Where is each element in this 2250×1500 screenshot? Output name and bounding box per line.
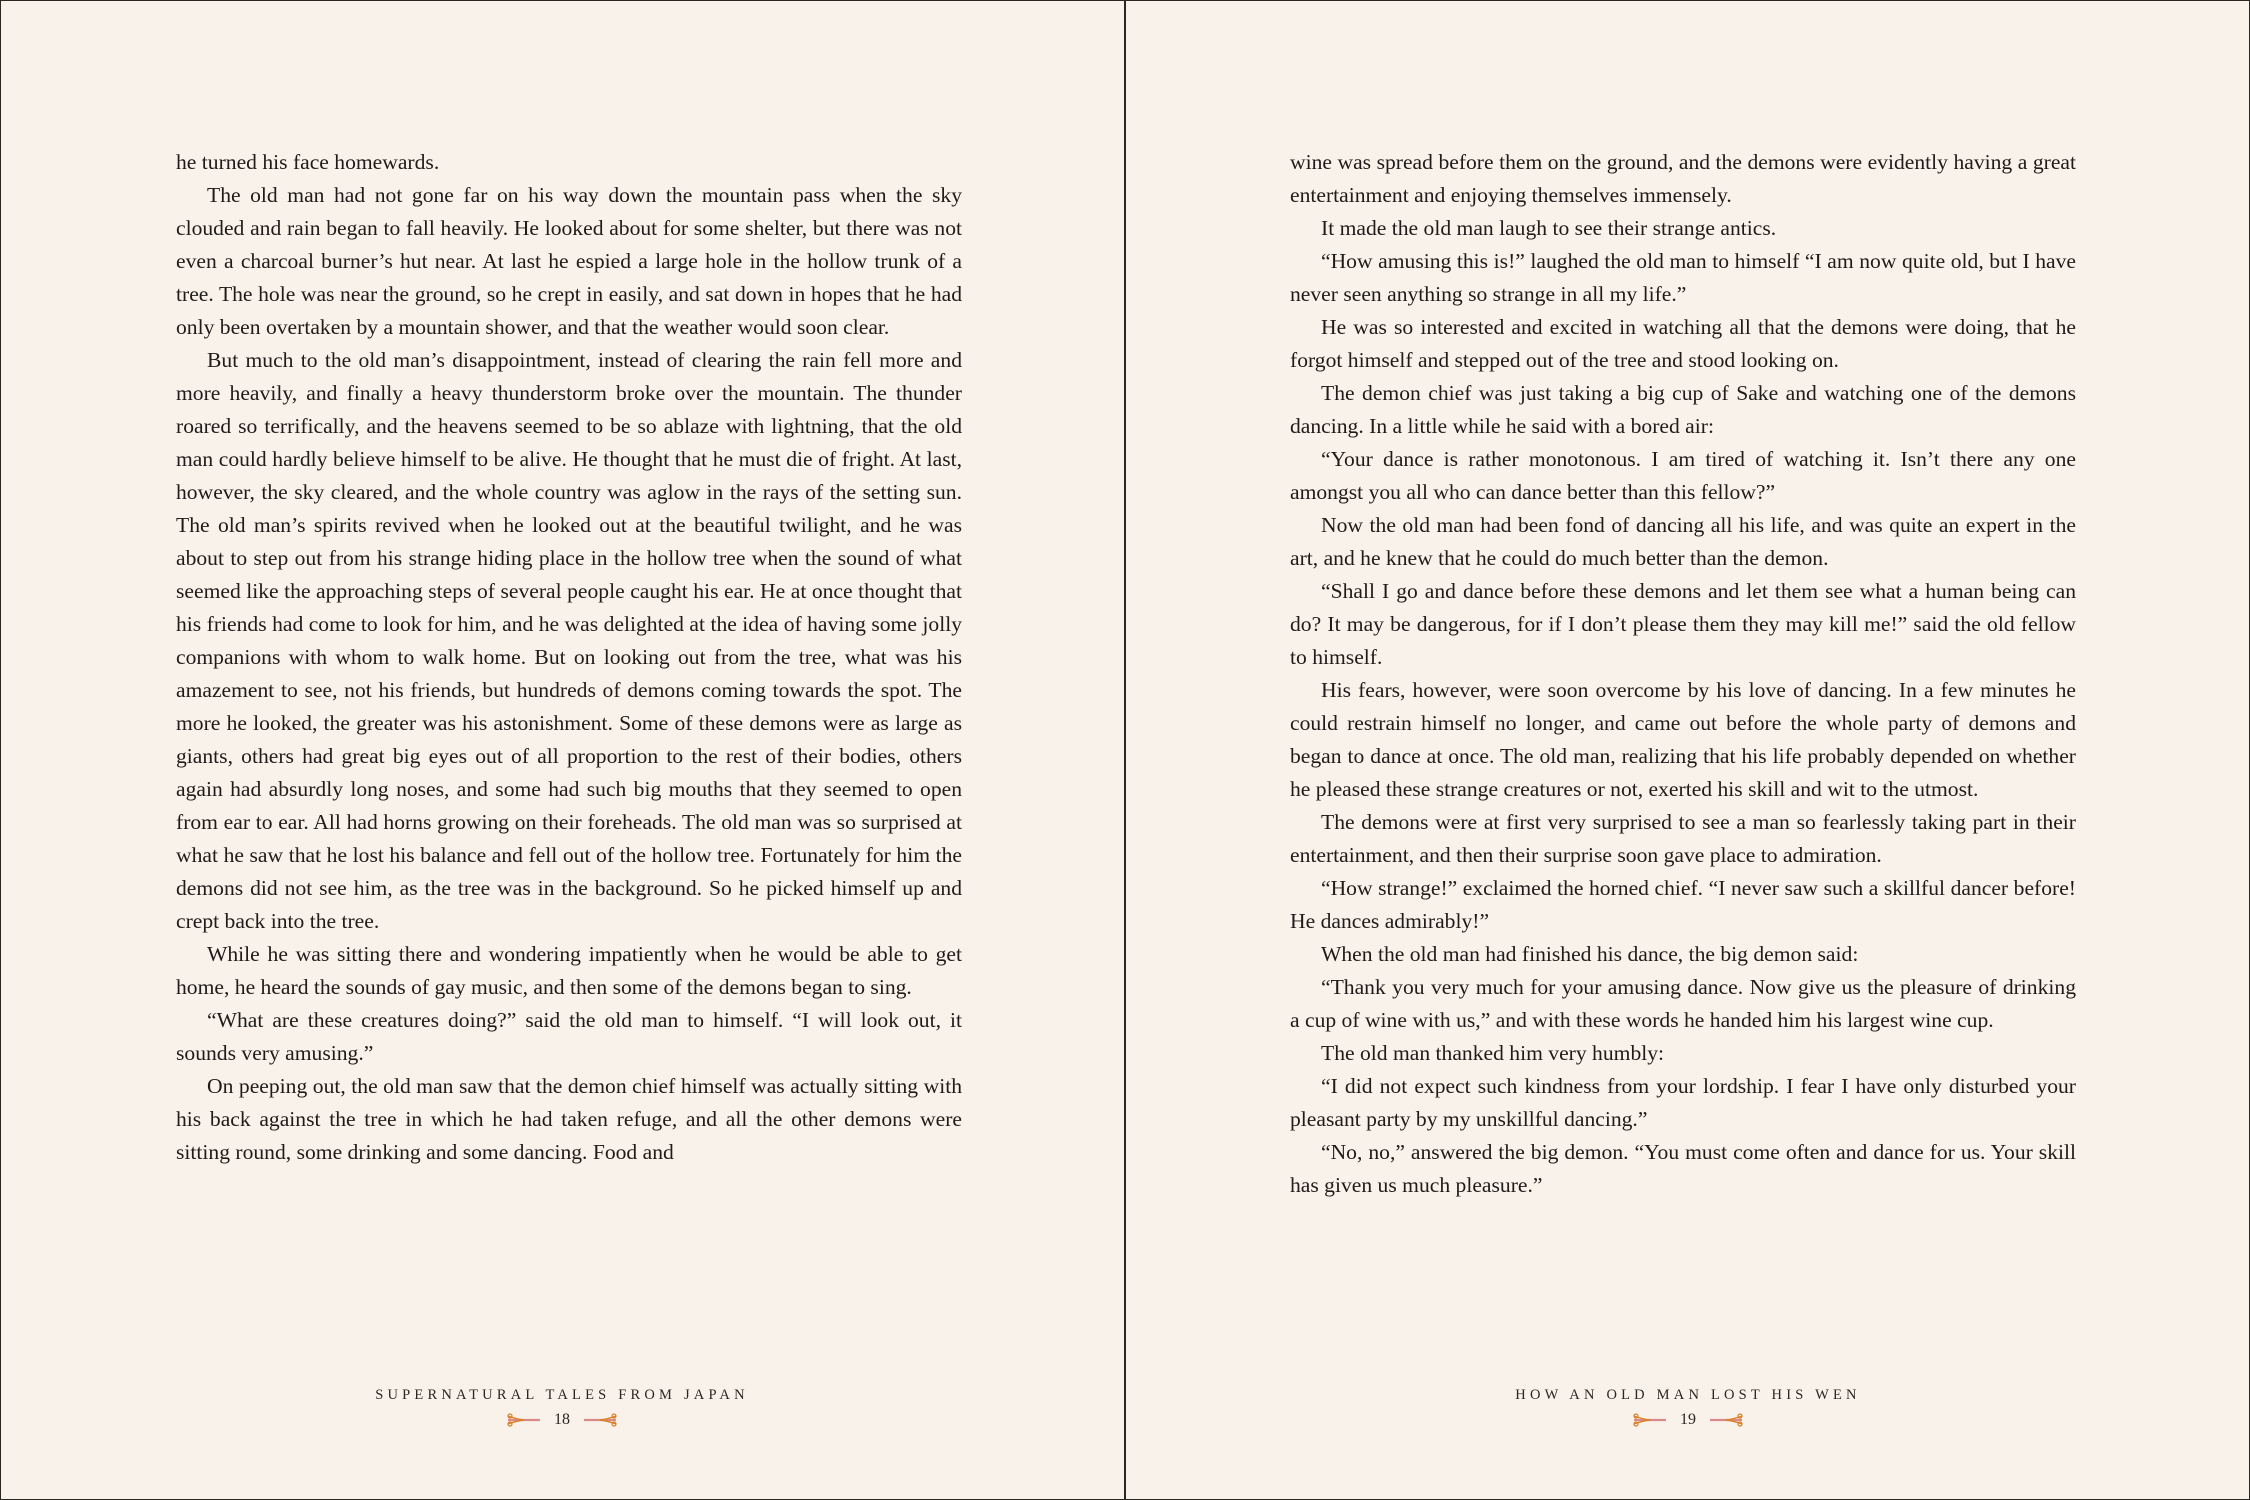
running-head: HOW AN OLD MAN LOST HIS WEN xyxy=(1515,1387,1861,1403)
paragraph: When the old man had finished his dance, the big demon said: xyxy=(1321,942,1859,966)
left-page xyxy=(0,0,1124,1500)
paragraph: His fears, however, were soon overcome by his love of dancing. In a few minutes he could restrain himself no longer, and came out before the whole party of demons and began to dance at once. The old man, realizing that his life probably depended on whether he pleased these strange creatures or not, exerted his skill and wit to the utmost. xyxy=(1290,678,2076,801)
page-number: 19 xyxy=(1680,1411,1696,1428)
paragraph: It made the old man laugh to see their strange antics. xyxy=(1321,216,1777,240)
paragraph: Now the old man had been fond of dancing all his life, and was quite an expert in the art, and he knew that he could do much better than the demon. xyxy=(1290,513,2076,570)
paragraph: The old man had not gone far on his way down the mountain pass when the sky clouded and rain began to fall heavily. He looked about for some shelter, but there was not even a charcoal burner’s hut near. At last he espied a large hole in the hollow trunk of a tree. The hole was near the ground, so he crept in easily, and sat down in hopes that he had only been overtaken by a mountain shower, and that the weather would soon clear. xyxy=(176,183,962,339)
paragraph: He was so interested and excited in watching all that the demons were doing, that he forgot himself and stepped out of the tree and stood looking on. xyxy=(1290,315,2076,372)
right-page-footer xyxy=(1126,1385,2250,1430)
scissor-ornament-icon xyxy=(1708,1413,1744,1427)
running-head: SUPERNATURAL TALES FROM JAPAN xyxy=(375,1387,749,1403)
paragraph: The demon chief was just taking a big cup of Sake and watching one of the demons dancing. In a little while he said with a bored air: xyxy=(1290,381,2076,438)
paragraph: While he was sitting there and wondering impatiently when he would be able to get home, he heard the sounds of gay music, and then some of the demons began to sing. xyxy=(176,942,962,999)
paragraph: “Thank you very much for your amusing dance. Now give us the pleasure of drinking a cup of wine with us,” and with these words he handed him his largest wine cup. xyxy=(1290,975,2076,1032)
paragraph: “How amusing this is!” laughed the old man to himself “I am now quite old, but I have never seen anything so strange in all my life.” xyxy=(1290,249,2076,306)
paragraph: “No, no,” answered the big demon. “You must come often and dance for us. Your skill has given us much pleasure.” xyxy=(1290,1140,2076,1197)
paragraph: “How strange!” exclaimed the horned chief. “I never saw such a skillful dancer before! He dances admirably!” xyxy=(1290,876,2076,933)
paragraph: But much to the old man’s disappointment, instead of clearing the rain fell more and more heavily, and finally a heavy thunderstorm broke over the mountain. The thunder roared so terrifically, and the heavens seemed to be so ablaze with lightning, that the old man could hardly believe himself to be alive. He thought that he must die of fright. At last, however, the sky cleared, and the whole country was aglow in the rays of the setting sun. The old man’s spirits revived when he looked out at the beautiful twilight, and he was about to step out from his strange hiding place in the hollow tree when the sound of what seemed like the approaching steps of several people caught his ear. He at once thought that his friends had come to look for him, and he was delighted at the idea of having some jolly companions with whom to walk home. But on looking out from the tree, what was his amazement to see, not his friends, but hundreds of demons coming towards the spot. The more he looked, the greater was his astonishment. Some of these demons were as large as giants, others had great big eyes out of all proportion to the rest of their bodies, others again had absurdly long noses, and some had such big mouths that they seemed to open from ear to ear. All had horns growing on their foreheads. The old man was so surprised at what he saw that he lost his balance and fell out of the hollow tree. Fortunately for him the demons did not see him, as the tree was in the background. So he picked himself up and crept back into the tree. xyxy=(176,348,962,933)
right-page-body xyxy=(1290,146,2076,1202)
page-number: 18 xyxy=(554,1411,570,1428)
paragraph: “I did not expect such kindness from your lordship. I fear I have only disturbed your pleasant party by my unskillful dancing.” xyxy=(1290,1074,2076,1131)
paragraph: “Shall I go and dance before these demons and let them see what a human being can do? It may be dangerous, for if I don’t please them they may kill me!” said the old fellow to himself. xyxy=(1290,579,2076,669)
left-page-body xyxy=(176,146,962,1169)
paragraph: wine was spread before them on the ground, and the demons were evidently having a great entertainment and enjoying themselves immensely. xyxy=(1290,150,2076,207)
paragraph: On peeping out, the old man saw that the demon chief himself was actually sitting with his back against the tree in which he had taken refuge, and all the other demons were sitting round, some drinking and some dancing. Food and xyxy=(176,1074,962,1164)
paragraph: “What are these creatures doing?” said the old man to himself. “I will look out, it sounds very amusing.” xyxy=(176,1008,962,1065)
paragraph: “Your dance is rather monotonous. I am tired of watching it. Isn’t there any one amongst you all who can dance better than this fellow?” xyxy=(1290,447,2076,504)
folio-row xyxy=(0,1410,1124,1430)
paragraph: The old man thanked him very humbly: xyxy=(1321,1041,1665,1065)
paragraph: The demons were at first very surprised to see a man so fearlessly taking part in their entertainment, and then their surprise soon gave place to admiration. xyxy=(1290,810,2076,867)
right-page xyxy=(1126,0,2250,1500)
left-page-footer xyxy=(0,1385,1124,1430)
scissor-ornament-icon xyxy=(1632,1413,1668,1427)
scissor-ornament-icon xyxy=(506,1413,542,1427)
folio-row xyxy=(1126,1410,2250,1430)
paragraph: he turned his face homewards. xyxy=(176,150,440,174)
scissor-ornament-icon xyxy=(582,1413,618,1427)
